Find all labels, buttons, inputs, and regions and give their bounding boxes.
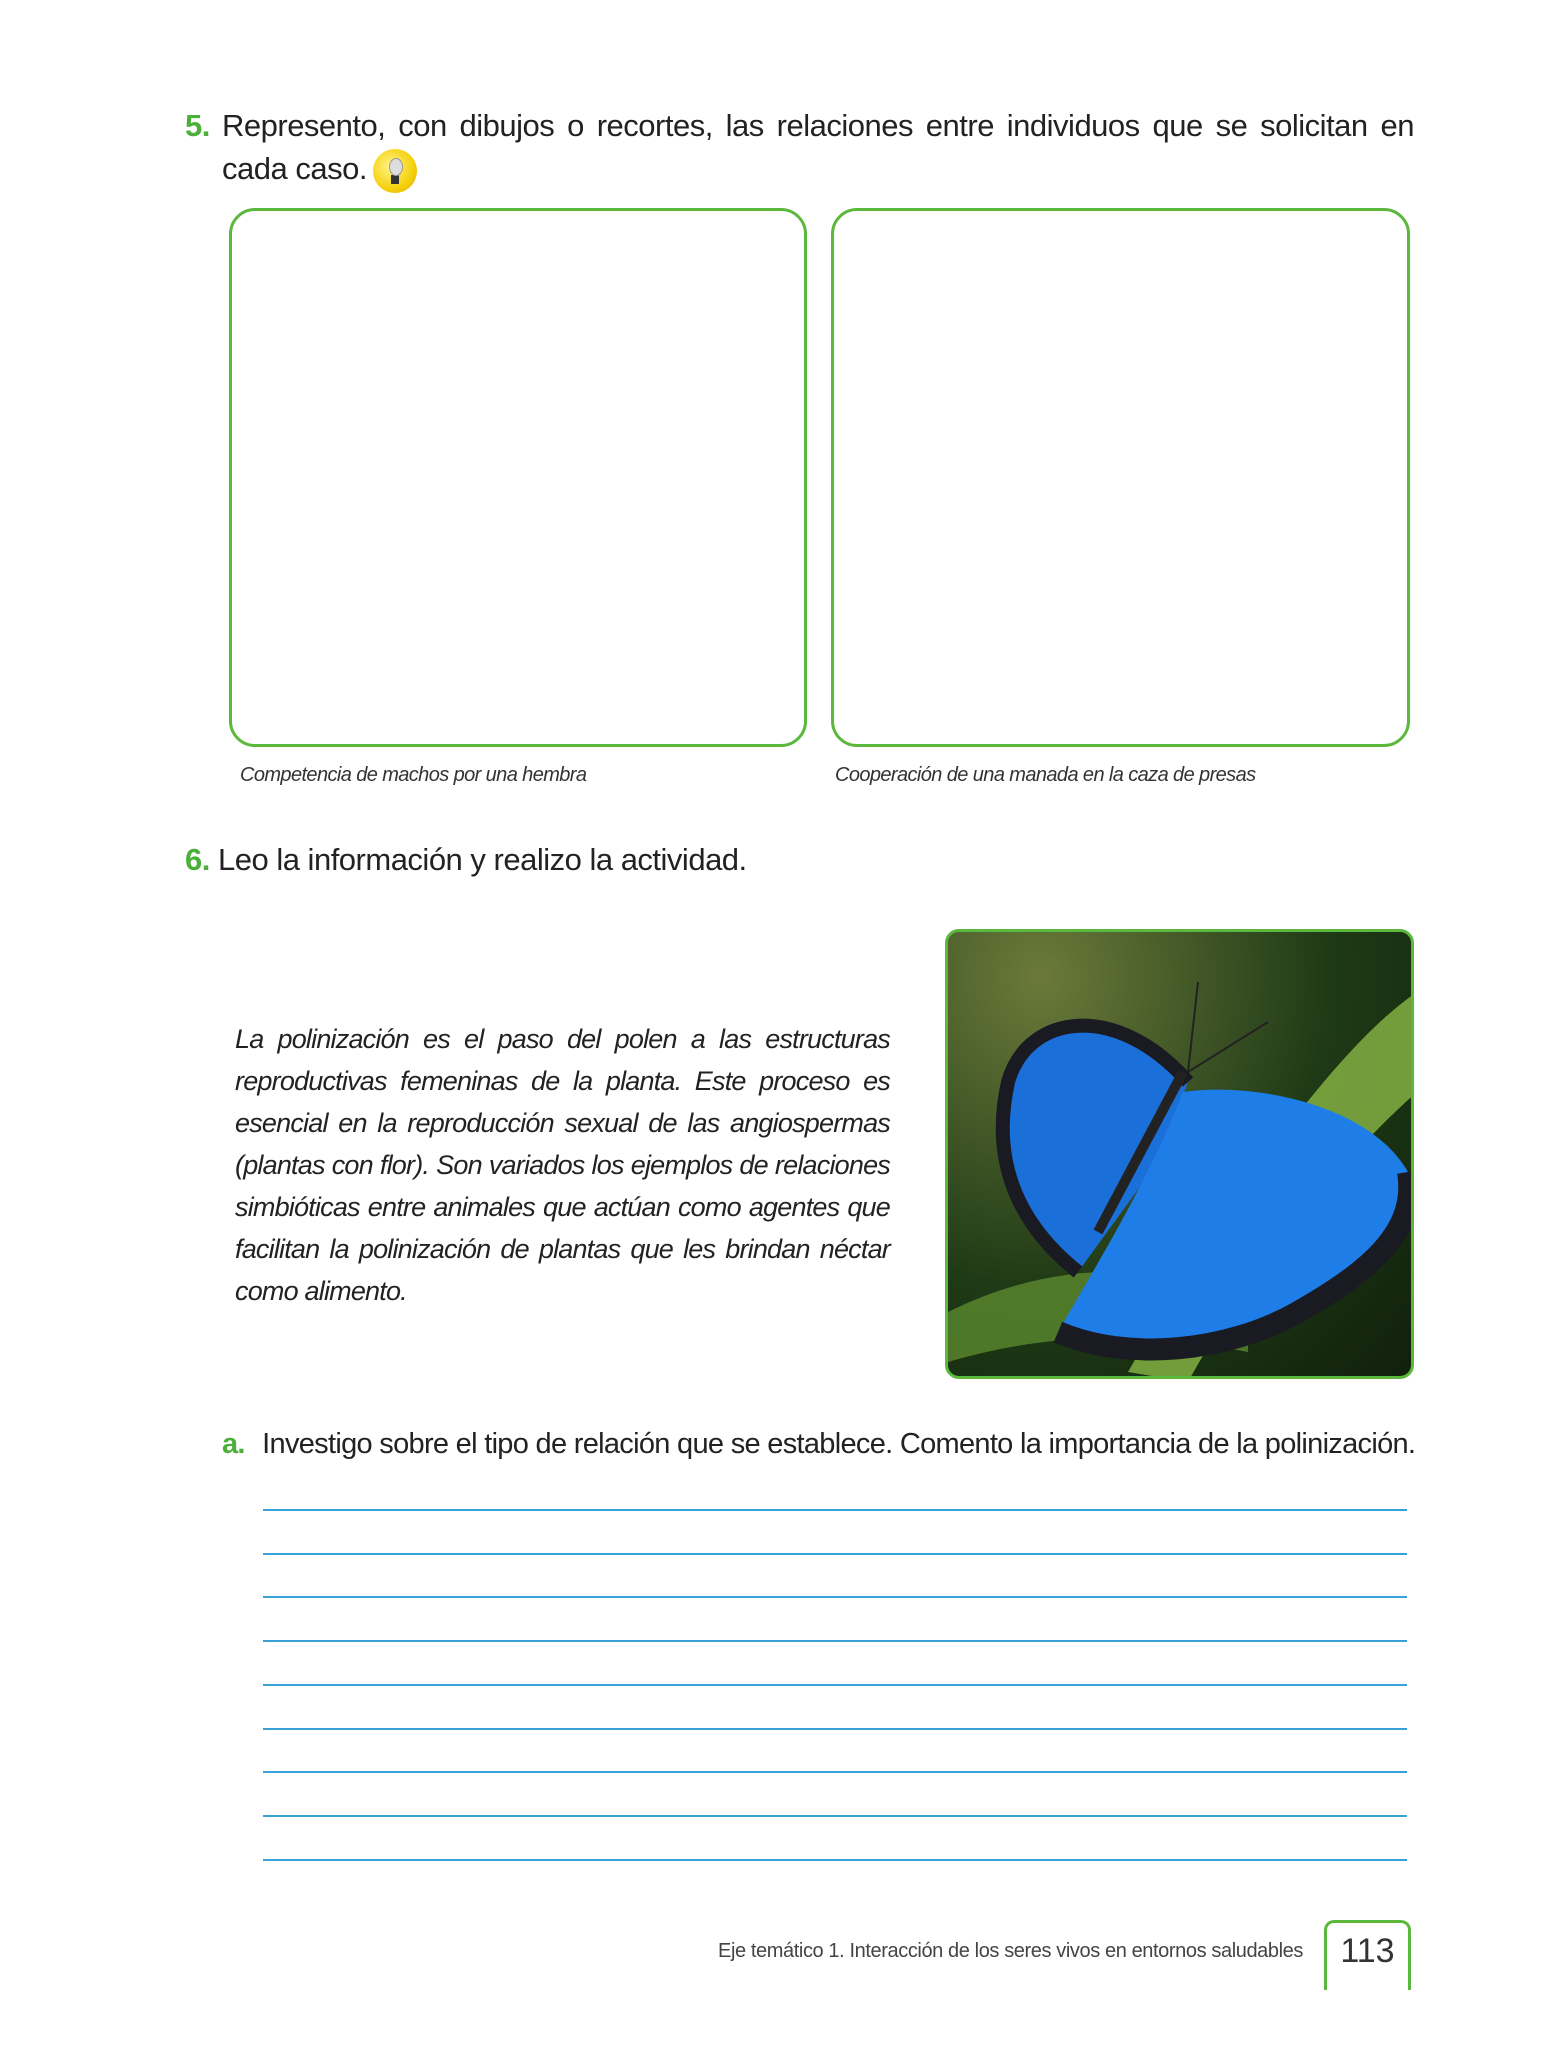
question-text: Represento, con dibujos o recortes, las relaciones entre individuos que se solicitan en cada caso. xyxy=(222,108,1414,186)
drawing-box-competition[interactable] xyxy=(229,208,807,747)
question-6 xyxy=(185,842,747,878)
footer-text: Eje temático 1. Interacción de los seres vivos en entornos saludables xyxy=(718,1940,1303,1962)
answer-line[interactable] xyxy=(263,1596,1407,1598)
question-text: Leo la información y realizo la actividad. xyxy=(217,842,747,877)
lightbulb-icon xyxy=(373,149,417,193)
question-number: 6. xyxy=(185,842,210,877)
answer-line[interactable] xyxy=(263,1728,1407,1730)
question-text: Investigo sobre el tipo de relación que se establece. Comento la importancia de la polinización. xyxy=(262,1428,1416,1460)
drawing-box-cooperation[interactable] xyxy=(831,208,1410,747)
answer-line[interactable] xyxy=(263,1859,1407,1861)
question-letter: a. xyxy=(222,1428,245,1460)
question-number: 5. xyxy=(185,108,210,143)
answer-line[interactable] xyxy=(263,1815,1407,1817)
answer-line[interactable] xyxy=(263,1553,1407,1555)
question-5 xyxy=(185,104,1415,186)
answer-line[interactable] xyxy=(263,1509,1407,1511)
caption-competition: Competencia de machos por una hembra xyxy=(240,764,587,786)
reading-paragraph: La polinización es el paso del polen a las estructuras reproductivas femeninas de la planta. Este proceso es esencial en la reproducción sexual de las angiospermas (plantas con flor). Son variados los ejemplos de relaciones simbióticas entre animales que actúan como agentes que facilitan la polinización de plantas que les brindan néctar como alimento. xyxy=(235,1024,890,1306)
answer-line[interactable] xyxy=(263,1684,1407,1686)
butterfly-photo xyxy=(945,929,1414,1379)
answer-line[interactable] xyxy=(263,1640,1407,1642)
caption-cooperation: Cooperación de una manada en la caza de presas xyxy=(835,764,1256,786)
answer-line[interactable] xyxy=(263,1771,1407,1773)
question-a xyxy=(222,1428,1415,1461)
page-number: 113 xyxy=(1324,1920,1411,1990)
